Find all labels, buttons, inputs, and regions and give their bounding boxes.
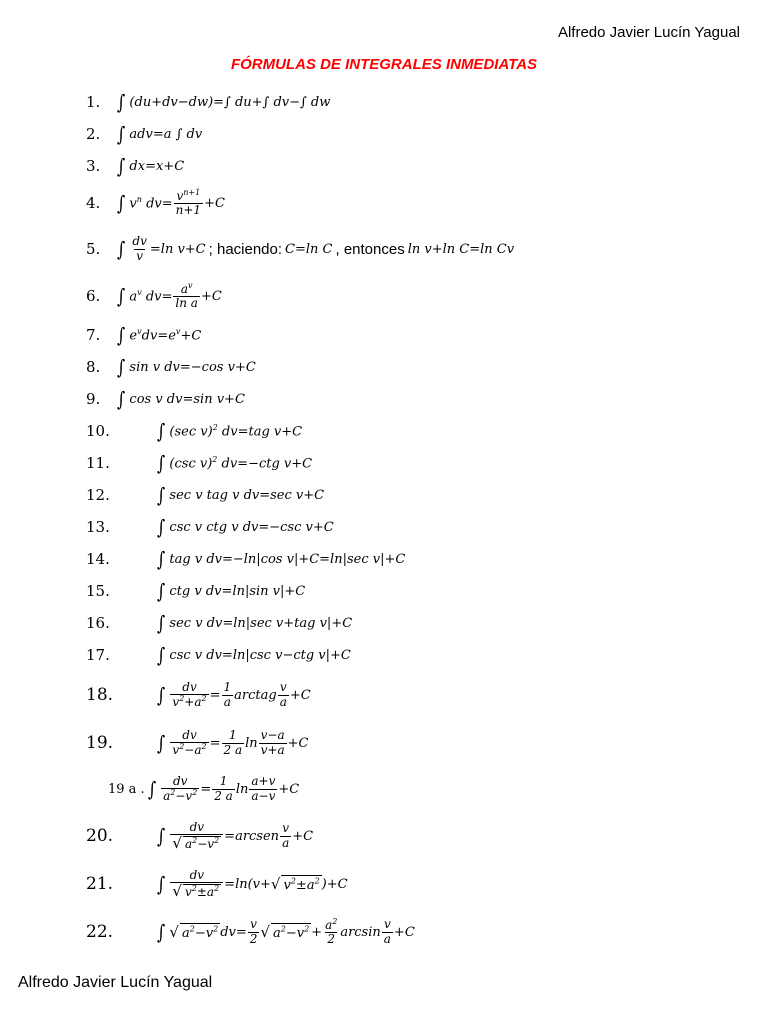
formula: ∫ (du+dv−dw)=∫ du+∫ dv−∫ dw [117,90,331,114]
formula: ∫ $v^n$ dv= $\frac{v^{n+1}}{n+1}$ +C [117,187,225,217]
formula-number: 19 a . [108,781,145,797]
formula-row-19a [108,772,299,806]
formula-expression: adv=a ∫ dv [129,126,203,142]
formula: ∫ ctg v dv=ln|sin v|+C [157,579,306,603]
page-title: FÓRMULAS DE INTEGRALES INMEDIATAS [230,56,538,73]
formula-row-4 [86,188,225,218]
formula: ∫ sin v dv=−cos v+C [117,355,256,379]
formula: ∫ cos v dv=sin v+C [117,387,245,411]
formula: ∫ $a^v$ dv= $\frac{a^v}{\text{ln a}}$ +C [117,280,222,310]
formula-number: 11. [86,454,110,472]
formula-number: 5. [86,240,101,258]
formula-row-15 [86,576,305,606]
formula: ∫ $\frac{dv}{√ a^2-v^2}$ =arcsen $\frac{v}{a}$ +C [157,819,314,852]
formula-number: 19. [86,733,114,753]
formula-expression: csc v ctg v dv=−csc v+C [169,519,334,535]
formula-row-2 [86,119,202,149]
formula: ∫ dx=x+C [117,154,185,178]
formula-row-13 [86,512,334,542]
formula-expression: ctg v dv=ln|sin v|+C [169,583,306,599]
formula: ∫ $\frac{dv}{a^2-v^2}$ = $\frac{1}{2 a}$ ln $\frac{a+v}{a-v}$ +C [147,773,300,803]
formula-number: 22. [86,922,114,942]
formula: ∫ √ $a^2-v^2$ dv= $\frac{v}{2}$ √ $a^2-v^2$ + $\frac{a^2}{2}$ arcsin $\frac{v}{a}$ +C [157,916,415,946]
formula-number: 3. [86,157,101,175]
formula-number: 16. [86,614,110,632]
formula-number: 13. [86,518,110,536]
formula-number: 1. [86,93,101,111]
formula-row-9 [86,384,245,414]
formula-number: 4. [86,194,101,212]
formula-row-20 [86,818,313,854]
formula-expression: csc v dv=ln|csc v−ctg v|+C [169,647,351,663]
formula-number: 7. [86,326,101,344]
formula: ∫ (sec v)$^2$ dv=tag v+C [157,419,303,443]
formula-text: , entonces [335,240,405,258]
formula: ∫ sec v tag v dv=sec v+C [157,483,325,507]
formula-expression: sec v tag v dv=sec v+C [169,487,325,503]
formula-expression: sin v dv=−cos v+C [129,359,256,375]
formula-expression: sec v dv=ln|sec v+tag v|+C [169,615,353,631]
formula: ∫ tag v dv=−ln|cos v|+C=ln|sec v|+C [157,547,406,571]
formula-number: 2. [86,125,101,143]
formula: ∫ csc v ctg v dv=−csc v+C [157,515,334,539]
formula: ∫ csc v dv=ln|csc v−ctg v|+C [157,643,351,667]
formula-number: 20. [86,826,114,846]
formula-expression: cos v dv=sin v+C [129,391,245,407]
formula-row-8 [86,352,256,382]
formula-number: 10. [86,422,110,440]
formula-number: 6. [86,287,101,305]
formula-row-7 [86,320,201,350]
formula-row-12 [86,480,324,510]
formula-expression: (du+dv−dw)=∫ du+∫ dv−∫ dw [129,94,331,110]
header-author: Alfredo Javier Lucín Yagual [557,24,740,41]
formula-row-21 [86,866,348,902]
formula-row-19 [86,726,309,760]
formula-number: 9. [86,390,101,408]
formula-row-5 [86,234,514,264]
formula: ∫ sec v dv=ln|sec v+tag v|+C [157,611,353,635]
formula-number: 15. [86,582,110,600]
formula-row-17 [86,640,351,670]
formula-expression: dx=x+C [129,158,185,174]
formula-row-14 [86,544,405,574]
footer-author: Alfredo Javier Lucín Yagual [18,974,213,991]
formula: ∫ $\frac{dv}{√ v^2\pm a^2}$ =ln(v+ √ $v^2\pm a^2$ )+C [157,867,348,900]
formula-row-22 [86,914,415,950]
formula: ∫ adv=a ∫ dv [117,122,203,146]
formula-text: ; haciendo: [208,240,283,258]
formula-row-10 [86,416,302,446]
formula-expression: tag v dv=−ln|cos v|+C=ln|sec v|+C [169,551,406,567]
formula-number: 8. [86,358,101,376]
formula-number: 14. [86,550,110,568]
formula: ∫ $\frac{dv}{v^2-a^2}$ = $\frac{1}{2 a}$ ln $\frac{v-a}{v+a}$ +C [157,727,309,757]
formula: ∫ $e^vdv=e^v+C$ [117,323,202,347]
formula-number: 12. [86,486,110,504]
formula-row-16 [86,608,352,638]
formula-number: 17. [86,646,110,664]
formula-number: 18. [86,685,114,705]
formula: ∫ $\frac{dv}{v}$ =ln v+C ; haciendo: C=ln C , entonces ln v+ln C=ln Cv [117,234,515,263]
formula: ∫ (csc v)$^2$ dv=−ctg v+C [157,451,313,475]
formula-row-3 [86,151,184,181]
formula-row-11 [86,448,312,478]
formula-row-18 [86,678,311,712]
formula-row-1 [86,87,330,117]
formula: ∫ $\frac{dv}{v^2+a^2}$ = $\frac{1}{a}$ arctag $\frac{v}{a}$ +C [157,679,311,709]
formula-row-6 [86,281,222,311]
formula-number: 21. [86,874,114,894]
